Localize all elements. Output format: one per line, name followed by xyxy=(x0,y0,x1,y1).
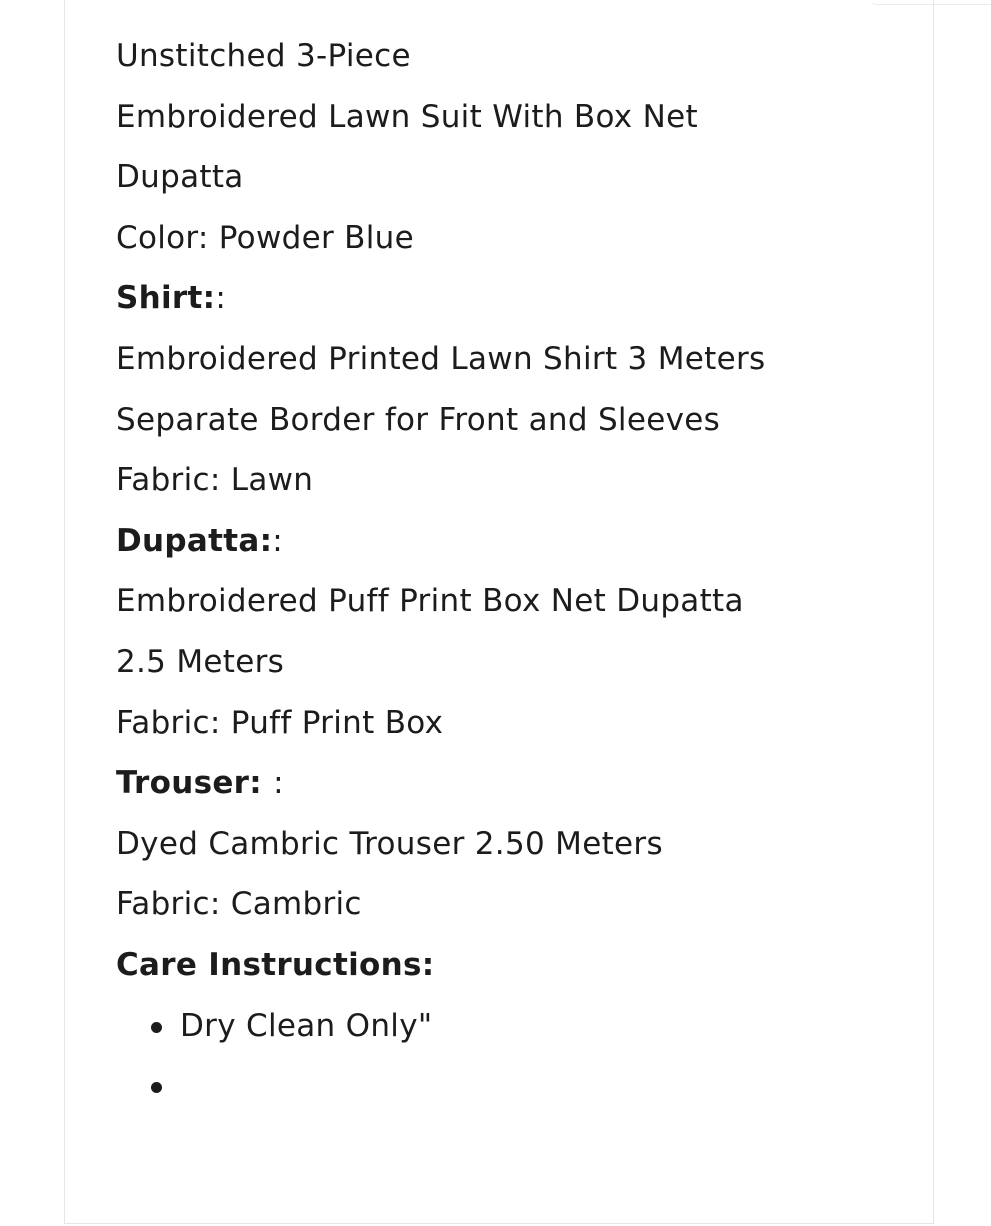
dupatta-heading xyxy=(116,511,896,572)
shirt-fabric-line: Fabric: Lawn xyxy=(116,462,314,499)
dupatta-heading-suffix: : xyxy=(272,522,284,559)
trouser-fabric-line: Fabric: Cambric xyxy=(116,886,362,923)
dupatta-detail-line: 2.5 Meters xyxy=(116,643,285,680)
shirt-heading xyxy=(116,268,896,329)
dupatta-fabric-line: Fabric: Puff Print Box xyxy=(116,704,444,741)
care-item-text: Dry Clean Only" xyxy=(180,1007,433,1044)
shirt-detail-line: Embroidered Printed Lawn Shirt 3 Meters xyxy=(116,340,766,377)
list-item xyxy=(116,1056,896,1117)
trouser-heading xyxy=(116,753,896,814)
bullet-icon xyxy=(151,1022,162,1033)
panel-edge-decoration xyxy=(871,0,991,5)
shirt-heading-suffix: : xyxy=(215,280,227,317)
bullet-icon xyxy=(151,1082,162,1093)
dupatta-heading-label: Dupatta: xyxy=(116,522,273,559)
trouser-detail-line: Dyed Cambric Trouser 2.50 Meters xyxy=(116,825,663,862)
trouser-heading-label: Trouser: xyxy=(116,765,274,802)
description-line: Embroidered Lawn Suit With Box Net xyxy=(116,98,698,135)
list-item xyxy=(116,996,896,1057)
care-instructions-list xyxy=(116,996,896,1117)
product-description xyxy=(116,26,896,1117)
shirt-heading-label: Shirt: xyxy=(116,280,216,317)
trouser-heading-suffix: : xyxy=(273,765,284,802)
care-instructions-heading: Care Instructions: xyxy=(116,946,435,983)
shirt-detail-line: Separate Border for Front and Sleeves xyxy=(116,401,721,438)
dupatta-detail-line: Embroidered Puff Print Box Net Dupatta xyxy=(116,583,744,620)
description-line: Dupatta xyxy=(116,159,244,196)
description-line: Unstitched 3-Piece xyxy=(116,38,411,74)
color-line: Color: Powder Blue xyxy=(116,219,414,256)
